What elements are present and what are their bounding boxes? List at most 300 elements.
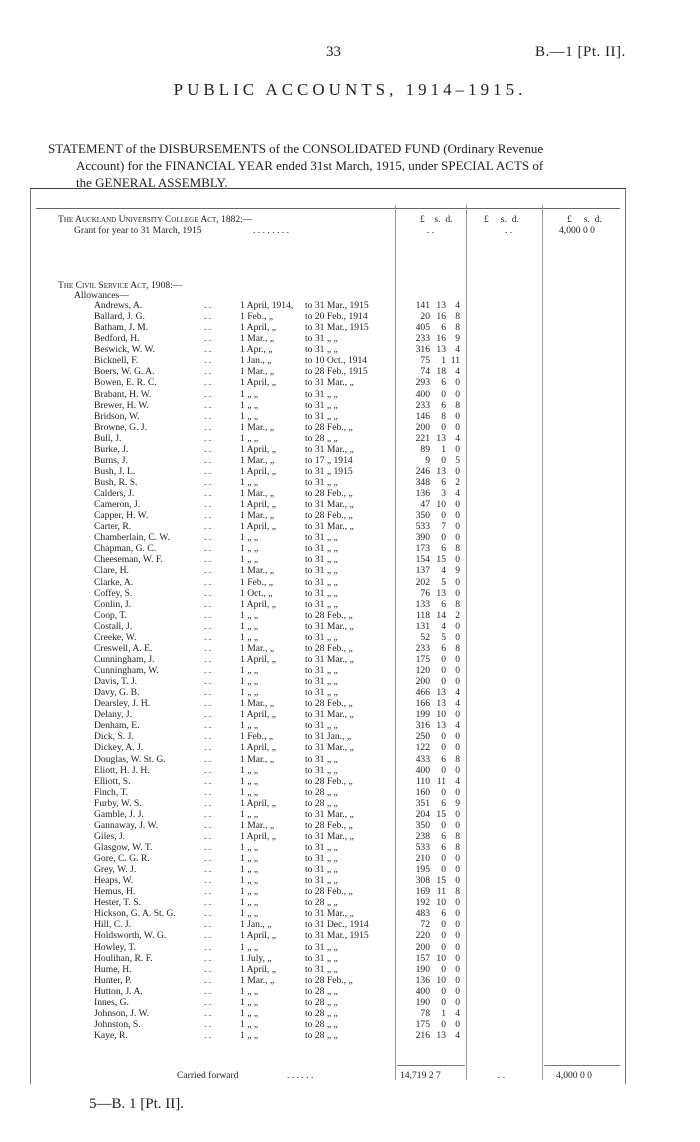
- row-pounds: 141: [415, 300, 430, 311]
- leader-dots: . .: [204, 565, 212, 577]
- row-shillings: 6: [441, 642, 446, 654]
- row-pence: 0: [455, 388, 460, 400]
- leader-dots: . .: [204, 576, 212, 588]
- row-pence: 0: [455, 908, 460, 920]
- row-to-date: to 31 „ „: [305, 875, 338, 887]
- leader-dots: . .: [204, 963, 212, 975]
- row-shillings: 4: [441, 620, 446, 632]
- row-name: Dickey, A. J.: [94, 742, 144, 754]
- row-pence: 5: [455, 454, 460, 466]
- leader-dots: . .: [204, 996, 212, 1008]
- row-to-date: to 20 Feb., 1914: [305, 311, 368, 323]
- row-to-date: to 31 „ „: [305, 631, 338, 643]
- row-from-date: 1 April, „: [240, 377, 276, 389]
- row-shillings: 10: [436, 897, 446, 909]
- row-from-date: 1 Mar., „: [240, 642, 275, 654]
- row-name: Beswick, W. W.: [94, 344, 156, 356]
- row-name: Browne, G. J.: [94, 421, 148, 433]
- leader-dots: . .: [204, 974, 212, 986]
- row-pence: 0: [455, 587, 460, 599]
- row-from-date: 1 „ „: [240, 941, 259, 953]
- row-to-date: to 31 Mar., „: [305, 709, 354, 721]
- row-name: Bull, J.: [94, 432, 122, 444]
- row-to-date: to 17 „ 1914: [305, 454, 353, 466]
- row-from-date: 1 April, „: [240, 521, 276, 533]
- row-shillings: 0: [441, 930, 446, 942]
- row-name: Brabant, H. W.: [94, 388, 152, 400]
- row-pence: 0: [455, 764, 460, 776]
- row-name: Carter, R.: [94, 521, 132, 533]
- row-from-date: 1 „ „: [240, 841, 259, 853]
- leader-dots: . .: [204, 952, 212, 964]
- row-name: Davis, T. J.: [94, 676, 138, 687]
- row-shillings: 13: [436, 1030, 446, 1041]
- row-pence: 0: [455, 653, 460, 665]
- row-pounds: 202: [415, 576, 430, 588]
- row-from-date: 1 Apr., „: [240, 344, 273, 356]
- row-to-date: to 31 „ „: [305, 477, 338, 488]
- row-pounds: 110: [415, 775, 430, 787]
- row-from-date: 1 „ „: [240, 1018, 259, 1030]
- row-to-date: to 28 Feb., „: [305, 819, 353, 831]
- row-to-date: to 31 Mar., „: [305, 443, 354, 455]
- row-from-date: 1 April, „: [240, 653, 276, 665]
- row-pounds: 308: [415, 875, 430, 887]
- row-pounds: 133: [415, 598, 430, 610]
- row-to-date: to 31 „ „: [305, 587, 338, 599]
- row-name: Calders, J.: [94, 488, 135, 499]
- row-from-date: 1 April, „: [240, 499, 276, 511]
- row-from-date: 1 „ „: [240, 1030, 259, 1041]
- row-name: Boers, W. G. A.: [94, 366, 155, 378]
- row-pounds: 146: [415, 410, 430, 422]
- leader-dots: . .: [204, 819, 212, 831]
- row-to-date: to 28 Feb., „: [305, 488, 353, 499]
- row-pence: 8: [455, 642, 460, 654]
- row-name: Bush, R. S.: [94, 477, 138, 488]
- row-to-date: to 31 Mar., „: [305, 521, 354, 533]
- row-name: Hunter, P.: [94, 974, 132, 986]
- row-from-date: 1 Jan., „: [240, 919, 272, 931]
- row-from-date: 1 „ „: [240, 388, 259, 400]
- row-pence: 0: [455, 952, 460, 964]
- row-name: Creswell, A. E.: [94, 642, 153, 654]
- row-name: Coop, T.: [94, 609, 127, 621]
- row-pence: 4: [455, 366, 460, 378]
- row-pence: 8: [455, 841, 460, 853]
- row-name: Eliott, H. J. H.: [94, 764, 150, 776]
- row-from-date: 1 „ „: [240, 985, 259, 997]
- row-name: Bedford, H.: [94, 333, 140, 345]
- row-name: Hume, H.: [94, 963, 132, 975]
- row-name: Bush, J. L.: [94, 465, 136, 477]
- row-pounds: 246: [415, 465, 430, 477]
- row-to-date: to 31 „ „: [305, 388, 338, 400]
- leader-dots: . .: [204, 355, 212, 367]
- leader-dots: . .: [204, 808, 212, 820]
- row-name: Finch, T.: [94, 786, 129, 798]
- row-pounds: 9: [425, 454, 430, 466]
- leader-dots: . .: [505, 225, 513, 236]
- civil-service-act-heading: The Civil Service Act, 1908:—: [58, 280, 183, 291]
- row-name: Chamberlain, C. W.: [94, 532, 170, 544]
- row-shillings: 15: [436, 808, 446, 820]
- leader-dots: . .: [204, 532, 212, 544]
- row-pounds: 350: [415, 819, 430, 831]
- row-shillings: 0: [441, 665, 446, 676]
- row-to-date: to 28 „ „: [305, 985, 338, 997]
- row-name: Johnson, J. W.: [94, 1007, 150, 1019]
- row-name: Dearsley, J. H.: [94, 698, 151, 710]
- row-shillings: 16: [436, 311, 446, 323]
- row-name: Furby, W. S.: [94, 797, 142, 809]
- row-from-date: 1 April, „: [240, 598, 276, 610]
- row-from-date: 1 Mar., „: [240, 819, 275, 831]
- leader-dots: . .: [204, 388, 212, 400]
- row-to-date: to 28 Feb., „: [305, 421, 353, 433]
- leader-dots: . .: [204, 454, 212, 466]
- row-shillings: 0: [441, 919, 446, 931]
- row-name: Burke, J.: [94, 443, 129, 455]
- row-pounds: 122: [415, 742, 430, 754]
- leader-dots: . .: [204, 665, 212, 676]
- row-from-date: 1 April, „: [240, 830, 276, 842]
- row-pounds: 533: [415, 841, 430, 853]
- row-pounds: 390: [415, 532, 430, 544]
- row-to-date: to 28 Feb., „: [305, 609, 353, 621]
- row-pence: 8: [455, 543, 460, 555]
- row-shillings: 15: [436, 554, 446, 566]
- row-shillings: 10: [436, 499, 446, 511]
- row-pounds: 78: [420, 1007, 430, 1019]
- row-to-date: to 31 Mar., „: [305, 653, 354, 665]
- row-shillings: 1: [441, 355, 446, 367]
- row-shillings: 10: [436, 709, 446, 721]
- row-to-date: to 28 „ „: [305, 1030, 338, 1041]
- leader-dots: . .: [204, 875, 212, 887]
- row-shillings: 6: [441, 753, 446, 765]
- row-shillings: 0: [441, 963, 446, 975]
- row-pounds: 400: [415, 388, 430, 400]
- row-shillings: 0: [441, 421, 446, 433]
- row-from-date: 1 „ „: [240, 853, 259, 864]
- row-name: Cunningham, W.: [94, 665, 159, 676]
- row-shillings: 1: [441, 1007, 446, 1019]
- row-to-date: to 31 „ „: [305, 841, 338, 853]
- row-pounds: 173: [415, 543, 430, 555]
- leader-dots: . .: [204, 620, 212, 632]
- row-shillings: 3: [441, 488, 446, 499]
- row-pence: 0: [455, 930, 460, 942]
- leader-dots: . .: [204, 510, 212, 522]
- row-pounds: 210: [415, 853, 430, 864]
- row-pounds: 533: [415, 521, 430, 533]
- row-pence: 0: [455, 576, 460, 588]
- row-name: Davy, G. B.: [94, 687, 140, 699]
- leader-dots: . .: [204, 709, 212, 721]
- row-to-date: to 31 Mar., 1915: [305, 300, 369, 311]
- row-pounds: 160: [415, 786, 430, 798]
- row-from-date: 1 April, „: [240, 465, 276, 477]
- leader-dots: . .: [204, 841, 212, 853]
- row-name: Grey, W. J.: [94, 864, 137, 876]
- leader-dots: . .: [204, 742, 212, 754]
- row-shillings: 5: [441, 631, 446, 643]
- row-shillings: 6: [441, 377, 446, 389]
- row-from-date: 1 Mar., „: [240, 565, 275, 577]
- row-shillings: 13: [436, 720, 446, 732]
- row-shillings: 6: [441, 598, 446, 610]
- leader-dots: . .: [204, 720, 212, 732]
- row-pounds: 190: [415, 963, 430, 975]
- row-pence: 0: [455, 554, 460, 566]
- row-from-date: 1 Mar., „: [240, 488, 275, 499]
- leader-dots: . .: [204, 985, 212, 997]
- leader-dots: . . . . . . . .: [253, 225, 289, 236]
- row-name: Brewer, H. W.: [94, 399, 149, 411]
- row-shillings: 13: [436, 432, 446, 444]
- row-pence: 0: [455, 996, 460, 1008]
- row-name: Gannaway, J. W.: [94, 819, 159, 831]
- row-pence: 0: [455, 421, 460, 433]
- row-shillings: 6: [441, 543, 446, 555]
- leader-dots: . .: [204, 333, 212, 345]
- row-to-date: to 31 „ „: [305, 853, 338, 864]
- row-pounds: 200: [415, 941, 430, 953]
- leader-dots: . .: [204, 886, 212, 898]
- row-from-date: 1 „ „: [240, 897, 259, 909]
- row-pounds: 166: [415, 698, 430, 710]
- row-from-date: 1 „ „: [240, 720, 259, 732]
- row-pence: 0: [455, 521, 460, 533]
- row-to-date: to 31 „ „: [305, 941, 338, 953]
- row-name: Dick, S. J.: [94, 731, 134, 743]
- statement-line-2: Account) for the FINANCIAL YEAR ended 31st March, 1915, under SPECIAL ACTS of: [76, 158, 544, 173]
- row-to-date: to 28 Feb., „: [305, 698, 353, 710]
- row-pence: 8: [455, 322, 460, 334]
- row-pence: 0: [455, 819, 460, 831]
- leader-dots: . .: [204, 698, 212, 710]
- row-pounds: 348: [415, 477, 430, 488]
- leader-dots: . . . . . .: [287, 1070, 314, 1081]
- row-pence: 0: [455, 941, 460, 953]
- row-to-date: to 31 Mar., „: [305, 499, 354, 511]
- row-pence: 0: [455, 465, 460, 477]
- row-from-date: 1 April, „: [240, 797, 276, 809]
- row-to-date: to 28 Feb., „: [305, 886, 353, 898]
- row-shillings: 5: [441, 576, 446, 588]
- leader-dots: . .: [204, 941, 212, 953]
- row-from-date: 1 „ „: [240, 410, 259, 422]
- row-name: Hill, C. J.: [94, 919, 132, 931]
- leader-dots: . .: [204, 919, 212, 931]
- row-to-date: to 31 „ „: [305, 344, 338, 356]
- row-from-date: 1 Oct., „: [240, 587, 273, 599]
- row-from-date: 1 „ „: [240, 631, 259, 643]
- row-shillings: 0: [441, 532, 446, 544]
- row-shillings: 0: [441, 388, 446, 400]
- row-shillings: 13: [436, 687, 446, 699]
- row-from-date: 1 Mar., „: [240, 366, 275, 378]
- row-name: Holdsworth, W. G.: [94, 930, 167, 942]
- row-from-date: 1 „ „: [240, 665, 259, 676]
- row-pounds: 136: [415, 974, 430, 986]
- row-shillings: 0: [441, 676, 446, 687]
- row-to-date: to 28 „ „: [305, 432, 338, 444]
- row-pounds: 233: [415, 399, 430, 411]
- leader-dots: . .: [204, 499, 212, 511]
- row-to-date: to 31 „ 1915: [305, 465, 353, 477]
- leader-dots: . .: [204, 410, 212, 422]
- row-to-date: to 31 „ „: [305, 720, 338, 732]
- row-from-date: 1 Feb., „: [240, 311, 274, 323]
- row-pounds: 131: [415, 620, 430, 632]
- row-from-date: 1 „ „: [240, 808, 259, 820]
- row-name: Innes, G.: [94, 996, 129, 1008]
- row-from-date: 1 April, „: [240, 742, 276, 754]
- row-pence: 2: [455, 609, 460, 621]
- row-name: Costall, J.: [94, 620, 133, 632]
- row-pence: 8: [455, 886, 460, 898]
- row-pence: 0: [455, 786, 460, 798]
- row-to-date: to 31 „ „: [305, 753, 338, 765]
- row-to-date: to 31 Dec., 1914: [305, 919, 369, 931]
- row-pence: 0: [455, 665, 460, 676]
- row-shillings: 6: [441, 322, 446, 334]
- row-shillings: 0: [441, 819, 446, 831]
- row-from-date: 1 „ „: [240, 687, 259, 699]
- footer-signature: 5—B. 1 [Pt. II].: [89, 1096, 184, 1112]
- row-pounds: 316: [415, 344, 430, 356]
- row-pence: 8: [455, 753, 460, 765]
- row-name: Creeke, W.: [94, 631, 137, 643]
- row-from-date: 1 „ „: [240, 786, 259, 798]
- row-shillings: 13: [436, 344, 446, 356]
- row-to-date: to 31 „ „: [305, 410, 338, 422]
- row-name: Denham, E.: [94, 720, 140, 732]
- row-from-date: 1 „ „: [240, 775, 259, 787]
- row-from-date: 1 April, 1914,: [240, 300, 294, 311]
- row-to-date: to 28 „ „: [305, 996, 338, 1008]
- row-pounds: 405: [415, 322, 430, 334]
- row-from-date: 1 Jan., „: [240, 355, 272, 367]
- leader-dots: . .: [204, 311, 212, 323]
- leader-dots: . .: [204, 897, 212, 909]
- row-shillings: 0: [441, 985, 446, 997]
- row-to-date: to 31 „ „: [305, 963, 338, 975]
- row-name: Howley, T.: [94, 941, 136, 953]
- row-pounds: 175: [415, 653, 430, 665]
- row-from-date: 1 „ „: [240, 620, 259, 632]
- row-from-date: 1 July, „: [240, 952, 272, 964]
- row-name: Clare, H.: [94, 565, 129, 577]
- leader-dots: . .: [204, 764, 212, 776]
- row-from-date: 1 Mar., „: [240, 510, 275, 522]
- row-name: Douglas, W. St. G.: [94, 753, 166, 765]
- row-name: Gamble, J. J.: [94, 808, 144, 820]
- row-from-date: 1 „ „: [240, 543, 259, 555]
- row-from-date: 1 April, „: [240, 322, 276, 334]
- row-shillings: 6: [441, 477, 446, 488]
- row-pounds: 350: [415, 510, 430, 522]
- row-pounds: 175: [415, 1018, 430, 1030]
- leader-dots: . .: [204, 477, 212, 488]
- row-to-date: to 28 Feb., 1915: [305, 366, 368, 378]
- row-pence: 8: [455, 311, 460, 323]
- row-to-date: to 31 „ „: [305, 554, 338, 566]
- row-pounds: 20: [420, 311, 430, 323]
- row-pounds: 154: [415, 554, 430, 566]
- leader-dots: . .: [204, 366, 212, 378]
- row-pence: 9: [455, 797, 460, 809]
- row-to-date: to 31 Mar., „: [305, 377, 354, 389]
- row-to-date: to 31 „ „: [305, 399, 338, 411]
- row-to-date: to 31 „ „: [305, 665, 338, 676]
- row-to-date: to 31 Mar., „: [305, 808, 354, 820]
- row-pounds: 169: [415, 886, 430, 898]
- leader-dots: . .: [204, 1018, 212, 1030]
- leader-dots: . .: [204, 377, 212, 389]
- allowances-heading: Allowances—: [74, 290, 129, 301]
- row-shillings: 6: [441, 841, 446, 853]
- col2-header: £ s. d.: [484, 214, 519, 225]
- leader-dots: . .: [204, 775, 212, 787]
- row-name: Clarke, A.: [94, 576, 134, 588]
- row-name: Delany, J.: [94, 709, 133, 721]
- leader-dots: . .: [204, 797, 212, 809]
- row-from-date: 1 „ „: [240, 399, 259, 411]
- row-from-date: 1 „ „: [240, 609, 259, 621]
- row-shillings: 0: [441, 510, 446, 522]
- row-pounds: 293: [415, 377, 430, 389]
- row-pence: 0: [455, 864, 460, 876]
- row-pence: 0: [455, 410, 460, 422]
- leader-dots: . .: [204, 642, 212, 654]
- row-to-date: to 31 „ „: [305, 576, 338, 588]
- row-name: Bridson, W.: [94, 410, 140, 422]
- row-pence: 0: [455, 510, 460, 522]
- row-to-date: to 31 Mar., 1915: [305, 322, 369, 334]
- row-from-date: 1 Mar., „: [240, 974, 275, 986]
- row-pounds: 72: [420, 919, 430, 931]
- row-name: Hester, T. S.: [94, 897, 141, 909]
- row-pounds: 89: [420, 443, 430, 455]
- row-name: Elliott, S.: [94, 775, 131, 787]
- row-name: Burns, J.: [94, 454, 128, 466]
- row-pence: 0: [455, 499, 460, 511]
- row-to-date: to 28 „ „: [305, 786, 338, 798]
- row-from-date: 1 Feb., „: [240, 731, 274, 743]
- row-name: Cunningham, J.: [94, 653, 155, 665]
- row-pence: 4: [455, 1007, 460, 1019]
- row-pence: 4: [455, 698, 460, 710]
- row-to-date: to 28 Feb., „: [305, 642, 353, 654]
- row-pounds: 250: [415, 731, 430, 743]
- row-from-date: 1 Mar., „: [240, 454, 275, 466]
- row-pence: 0: [455, 631, 460, 643]
- leader-dots: . .: [204, 399, 212, 411]
- row-to-date: to 31 „ „: [305, 952, 338, 964]
- row-pounds: 433: [415, 753, 430, 765]
- row-shillings: 4: [441, 565, 446, 577]
- row-name: Cheeseman, W. F.: [94, 554, 163, 566]
- row-name: Conlin, J.: [94, 598, 132, 610]
- row-name: Houlihan, R. F.: [94, 952, 153, 964]
- row-name: Kaye, R.: [94, 1030, 128, 1041]
- leader-dots: . .: [204, 521, 212, 533]
- row-to-date: to 31 Mar., „: [305, 620, 354, 632]
- row-pence: 0: [455, 808, 460, 820]
